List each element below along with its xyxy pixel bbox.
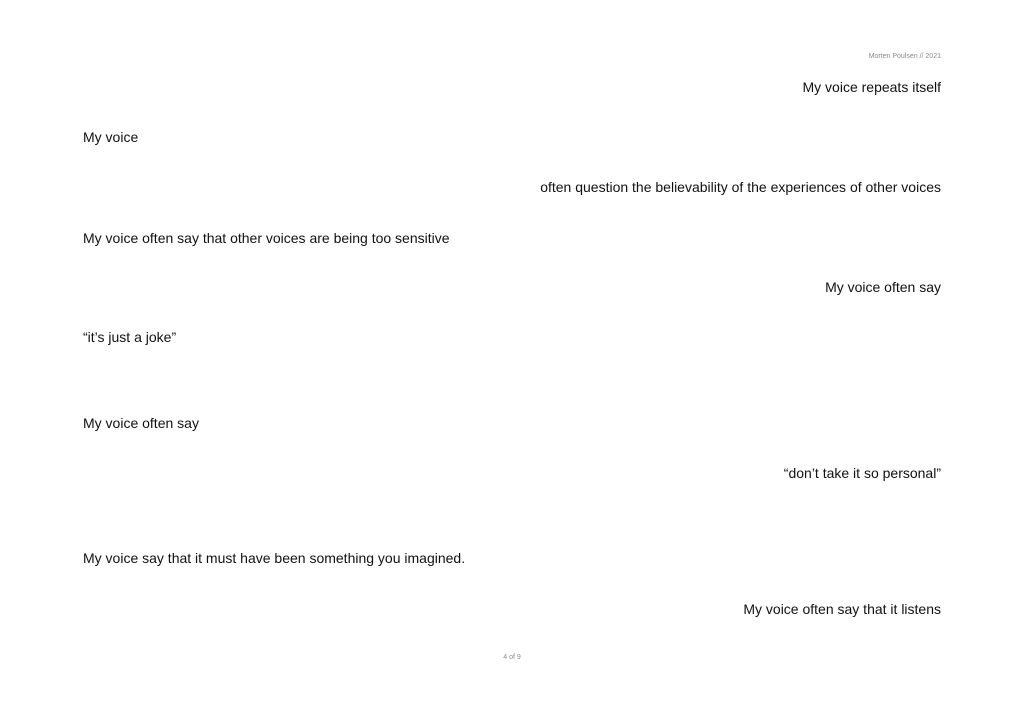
poem-line: “it’s just a joke” bbox=[83, 329, 177, 345]
poem-line: “don’t take it so personal” bbox=[783, 465, 941, 481]
poem-line: My voice often say that it listens bbox=[743, 601, 941, 617]
poem-line: often question the believability of the experiences of other voices bbox=[540, 179, 941, 195]
poem-line: My voice often say bbox=[825, 279, 941, 295]
author-credit: Morten Poulsen // 2021 bbox=[868, 53, 941, 60]
poem-line: My voice bbox=[83, 129, 139, 145]
poem-line: My voice repeats itself bbox=[802, 79, 941, 95]
poem-line: My voice often say bbox=[83, 415, 199, 431]
poem-line: My voice often say that other voices are being too sensitive bbox=[83, 230, 450, 246]
poem-line: My voice say that it must have been something you imagined. bbox=[83, 550, 466, 566]
page-number: 4 of 9 bbox=[503, 654, 521, 661]
